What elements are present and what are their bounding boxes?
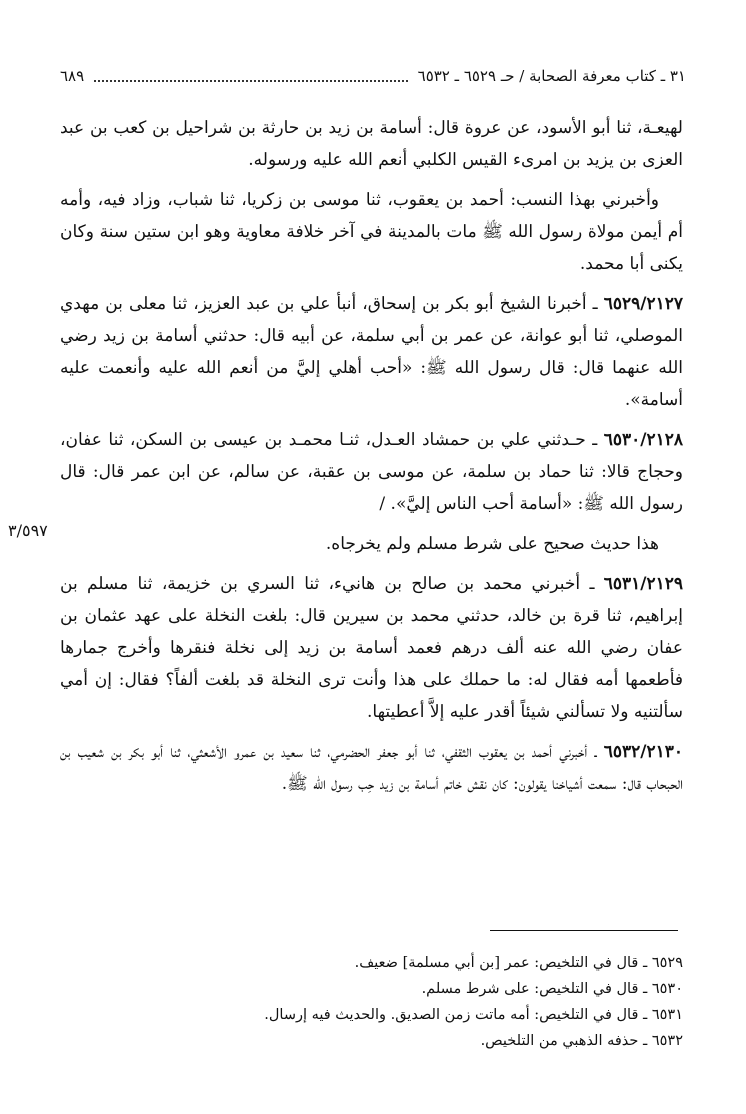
paragraph [60,736,683,800]
footnote-separator [490,930,678,931]
paragraph-text: ـ أخبرني أحمد بن يعقوب الثقفي، ثنا أبو جعفر الحضرمي، ثنا سعيد بن عمرو الأشعثي، ثنا أبو بكر بن شعيب بن الحبحاب قال: سمعت أشياخنا يقولون: كان نقش خاتم أسامة بن زيد حِب رسول الله ﷺ. [60,742,683,794]
footnote: ٦٥٣١ ـ قال في التلخيص: أمه ماتت زمن الصديق. والحديث فيه إرسال. [264,1007,683,1023]
page-header [60,64,686,88]
footnote: ٦٥٣٠ ـ قال في التلخيص: على شرط مسلم. [421,981,683,997]
margin-reference: ٣/٥٩٧ [8,521,48,540]
hadith-number: ٦٥٢٩/٢١٢٧ [603,294,683,314]
footnote: ٦٥٢٩ ـ قال في التلخيص: عمر [بن أبي مسلمة] ضعيف. [354,955,683,971]
hadith-number: ٦٥٣٠/٢١٢٨ [603,430,683,450]
paragraph [60,288,683,416]
paragraph [60,528,683,560]
hadith-number: ٦٥٣٢/٢١٣٠ [603,742,683,762]
paragraph-text: ـ أخبرني محمد بن صالح بن هانيء، ثنا السري بن خزيمة، ثنا مسلم بن إبراهيم، ثنا قرة بن خالد، حدثني محمد بن سيرين قال: بلغت النخلة على عهد عثمان بن عفان رضي الله عنه ألف درهم فعمد أسامة بن زيد إلى نخلة فنقرها وأخرج جمارها فأطعمها أمه فقال له: ما حملك على هذا وأنت ترى النخلة قد بلغت ألفاً؟ فقال: إن أمي سألتنيه ولا تسألني شيئاً أقدر عليه إلاَّ أعطيتها. [60,574,683,722]
running-title: ٣١ ـ كتاب معرفة الصحابة / حـ ٦٥٢٩ ـ ٦٥٣٢ [417,67,686,85]
page-number: ٦٨٩ [60,67,85,85]
hadith-number: ٦٥٣١/٢١٢٩ [603,574,683,594]
paragraph [60,568,683,728]
footnote: ٦٥٣٢ ـ حذفه الذهبي من التلخيص. [480,1033,683,1049]
paragraph-text: وأخبرني بهذا النسب: أحمد بن يعقوب، ثنا موسى بن زكريا، ثنا شباب، وزاد فيه، وأمه أم أيمن مولاة رسول الله ﷺ مات بالمدينة في آخر خلافة معاوية وهو ابن ستين سنة وكان يكنى أبا محمد. [60,190,683,274]
header-leader-dots [94,70,407,82]
paragraph-text: هذا حديث صحيح على شرط مسلم ولم يخرجاه. [325,534,659,554]
paragraph [60,424,683,520]
paragraph [60,184,683,280]
paragraph-text: لهيعـة، ثنا أبو الأسود، عن عروة قال: أسامة بن زيد بن حارثة بن شراحيل بن كعب بن عبد العزى بن يزيد بن امرىء القيس الكلبي أنعم الله عليه ورسوله. [60,118,683,170]
main-text [60,112,683,808]
paragraph [60,112,683,176]
paragraph-text: ـ أخبرنا الشيخ أبو بكر بن إسحاق، أنبأ علي بن عبد العزيز، ثنا معلى بن مهدي الموصلي، ثنا أبو عوانة، عن عمر بن أبي سلمة، عن أبيه قال: حدثني أسامة بن زيد رضي الله عنهما قال: قال رسول الله ﷺ: «أحب أهلي إليَّ من أنعم الله عليه وأنعمت عليه أسامة». [60,294,683,410]
footnotes [60,950,683,1054]
paragraph-text: ـ حـدثني علي بن حمشاد العـدل، ثنـا محمـد بن عيسى بن السكن، ثنا عفان، وحجاج قالا: ثنا حماد بن سلمة، عن موسى بن عقبة، عن سالم، عن ابن عمر قال: قال رسول الله ﷺ: «أسامة أحب الناس إليَّ». / [60,430,683,514]
